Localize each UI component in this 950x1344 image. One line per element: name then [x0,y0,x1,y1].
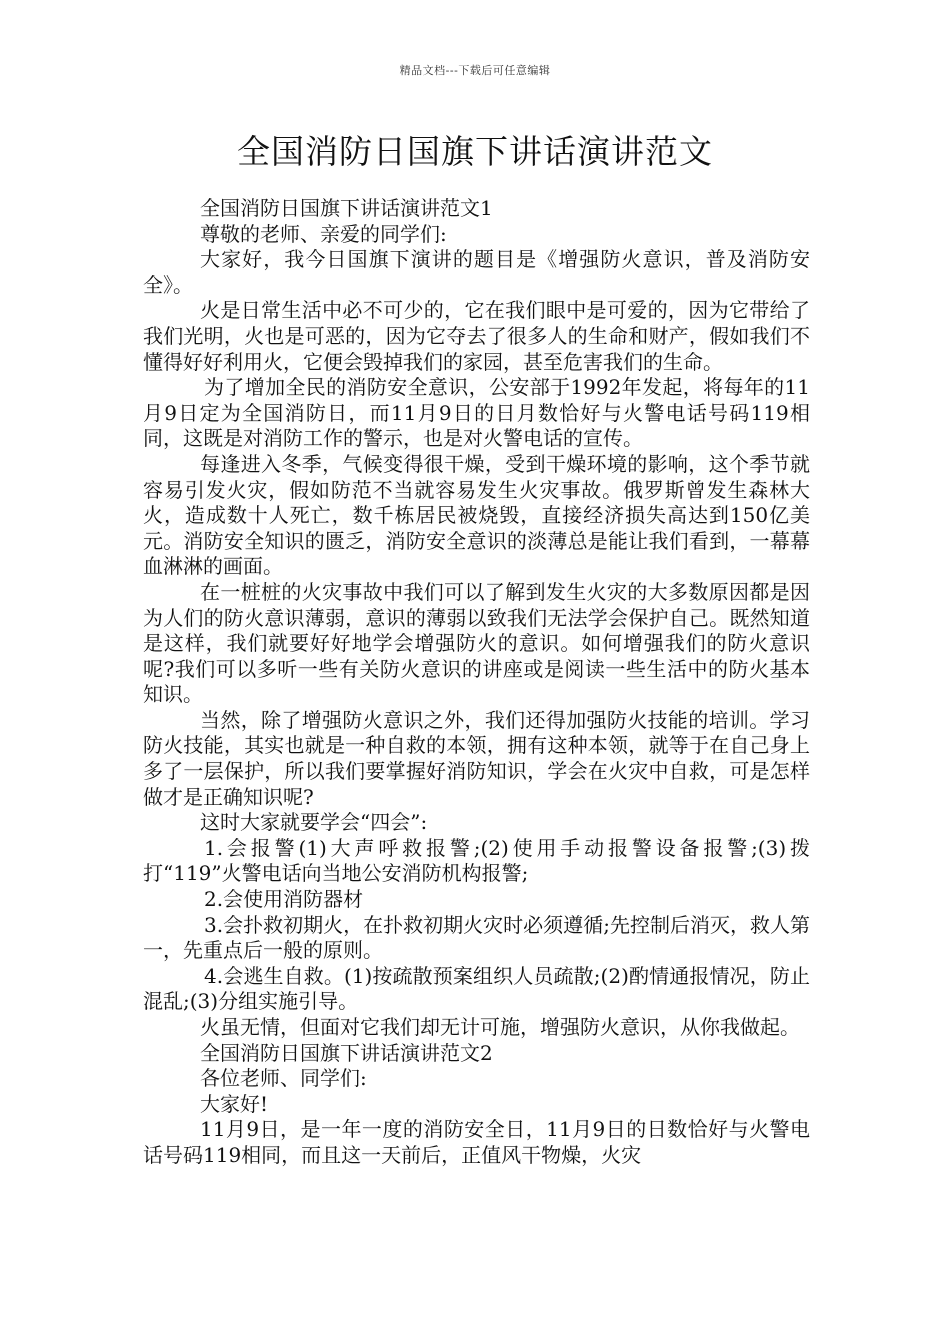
paragraph: 11月9日，是一年一度的消防安全日，11月9日的日数恰好与火警电话号码119相同，而且这一天前后，正值风干物燥，火灾 [143,1117,810,1167]
paragraph: 当然，除了增强防火意识之外，我们还得加强防火技能的培训。学习防火技能，其实也就是一种自救的本领，拥有这种本领，就等于在自己身上多了一层保护，所以我们要掌握好消防知识，学会在火灾中自救，可是怎样做才是正确知识呢? [143,707,810,809]
paragraph: 这时大家就要学会“四会”: [200,810,428,835]
paragraph: 每逢进入冬季，气候变得很干燥，受到干燥环境的影响，这个季节就容易引发火灾，假如防范不当就容易发生火灾事故。俄罗斯曾发生森林大火，造成数十人死亡，数千栋居民被烧毁，直接经济损失高达到150亿美元。消防安全知识的匮乏，消防安全意识的淡薄总是能让我们看到，一幕幕血淋淋的画面。 [143,451,810,579]
paragraph-greeting: 大家好! [200,1091,269,1116]
list-item: 3.会扑救初期火，在扑救初期火灾时必须遵循;先控制后消灭，救人第一，先重点后一般的原则。 [143,912,810,963]
paragraph: 大家好，我今日国旗下演讲的题目是《增强防火意识，普及消防安全》。 [143,247,810,297]
list-item: 4.会逃生自救。(1)按疏散预案组织人员疏散;(2)酌情通报情况，防止混乱;(3)分组实施引导。 [143,963,810,1014]
header-note: 精品文档---下载后可任意编辑 [399,64,551,77]
list-item: 1.会报警(1)大声呼救报警;(2)使用手动报警设备报警;(3)拨打“119”火警电话向当地公安消防机构报警; [143,835,810,886]
list-item: 2.会使用消防器材 [204,887,364,912]
paragraph-salutation-1: 尊敬的老师、亲爱的同学们: [200,221,447,246]
document-body [143,196,810,1169]
paragraph-section-heading-1: 全国消防日国旗下讲话演讲范文1 [200,196,493,220]
paragraph: 为了增加全民的消防安全意识，公安部于1992年发起，将每年的11月9日定为全国消防日，而11月9日的日月数恰好与火警电话号码119相同，这既是对消防工作的警示，也是对火警电话的宣传。 [143,375,810,451]
paragraph: 火虽无情，但面对它我们却无计可施，增强防火意识，从你我做起。 [200,1015,800,1039]
document-title: 全国消防日国旗下讲话演讲范文 [237,132,713,171]
paragraph: 在一桩桩的火灾事故中我们可以了解到发生火灾的大多数原因都是因为人们的防火意识薄弱，意识的薄弱以致我们无法学会保护自己。既然知道是这样，我们就要好好地学会增强防火的意识。如何增强我们的防火意识呢?我们可以多听一些有关防火意识的讲座或是阅读一些生活中的防火基本知识。 [143,579,810,707]
paragraph: 火是日常生活中必不可少的，它在我们眼中是可爱的，因为它带给了我们光明，火也是可恶的，因为它夺去了很多人的生命和财产，假如我们不懂得好好利用火，它便会毁掉我们的家园，甚至危害我们的生命。 [143,298,810,374]
paragraph-salutation-2: 各位老师、同学们: [200,1066,367,1091]
paragraph-section-heading-2: 全国消防日国旗下讲话演讲范文2 [200,1040,493,1065]
